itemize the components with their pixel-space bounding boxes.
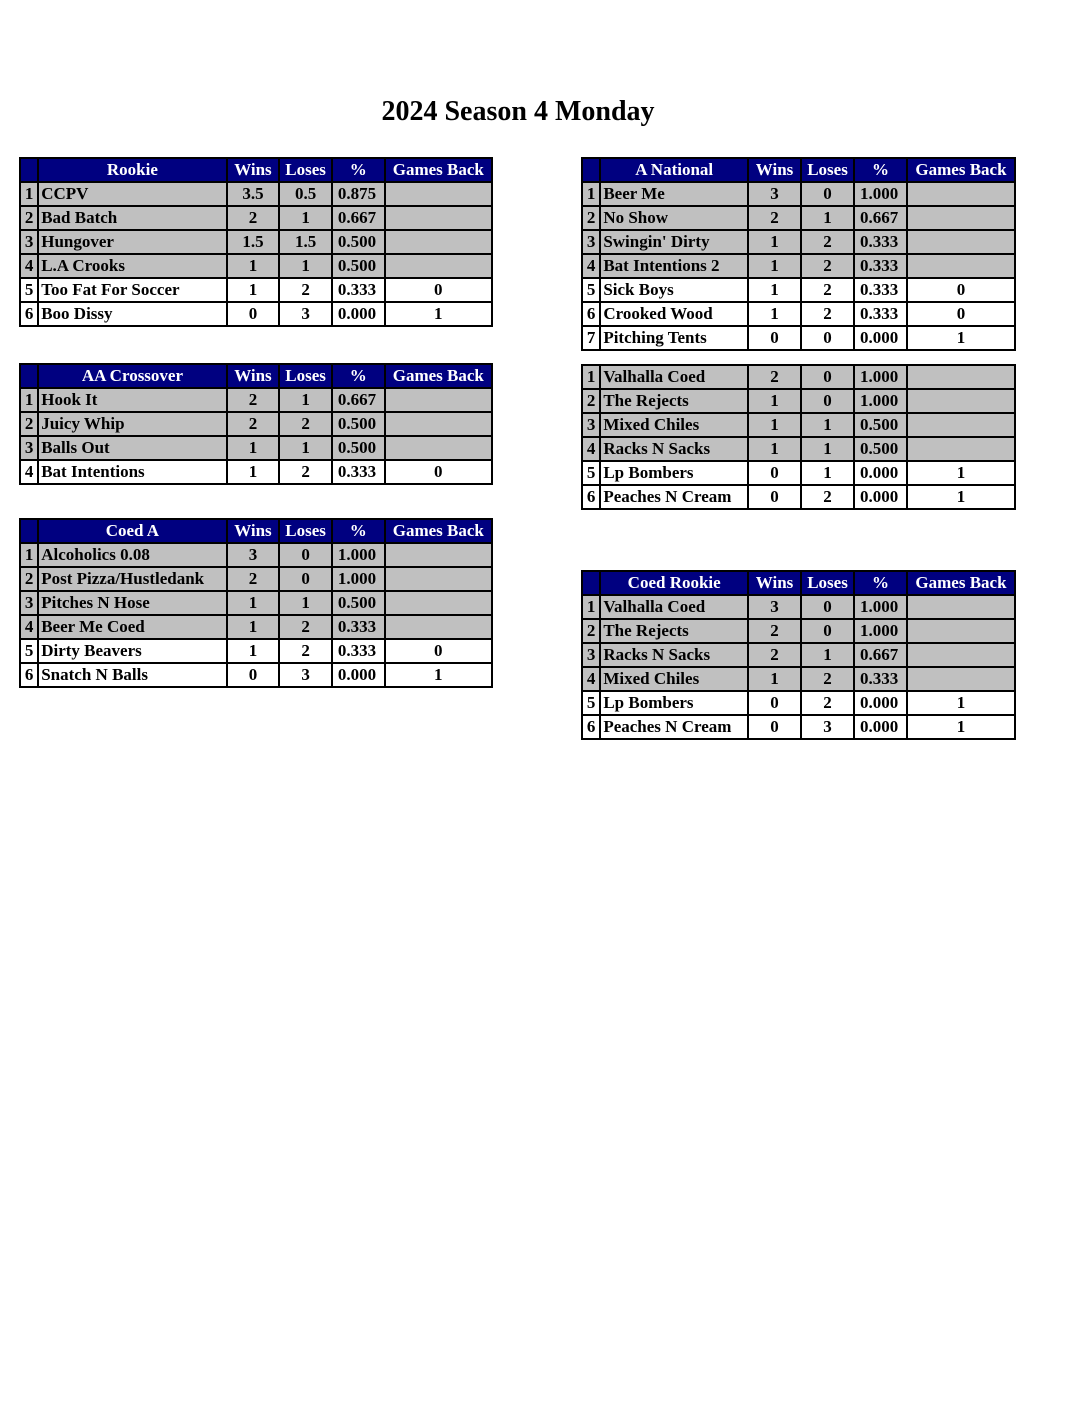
wins-cell: 2 [748, 619, 801, 643]
loses-cell: 2 [801, 667, 854, 691]
loses-cell: 0 [801, 365, 854, 389]
table-row [20, 567, 492, 591]
table-row [20, 591, 492, 615]
pct-cell: 1.000 [854, 365, 907, 389]
division-name: A National [600, 158, 748, 182]
games-back-cell: 0 [385, 639, 492, 663]
header-rank-cell [582, 158, 600, 182]
wins-cell: 2 [227, 388, 280, 412]
loses-cell: 0.5 [279, 182, 332, 206]
pct-header: % [854, 571, 907, 595]
division-name: Rookie [38, 158, 226, 182]
wins-cell: 1 [748, 230, 801, 254]
wins-cell: 2 [748, 365, 801, 389]
wins-cell: 1 [227, 615, 280, 639]
pct-cell: 0.500 [332, 254, 385, 278]
games-back-cell [385, 230, 492, 254]
rank-cell: 4 [582, 254, 600, 278]
games-back-cell [907, 619, 1015, 643]
pct-cell: 0.000 [854, 461, 907, 485]
pct-header: % [332, 364, 385, 388]
table-row [20, 436, 492, 460]
wins-cell: 0 [748, 715, 801, 739]
loses-cell: 3 [279, 663, 332, 687]
rank-cell: 6 [582, 302, 600, 326]
pct-cell: 0.500 [854, 413, 907, 437]
pct-cell: 0.000 [854, 715, 907, 739]
loses-cell: 1 [801, 413, 854, 437]
wins-cell: 1 [748, 389, 801, 413]
loses-cell: 2 [801, 302, 854, 326]
team-name-cell: Valhalla Coed [600, 595, 748, 619]
team-name-cell: Bat Intentions [38, 460, 226, 484]
table-row [582, 326, 1015, 350]
games-back-cell [907, 206, 1015, 230]
header-row [582, 571, 1015, 595]
loses-cell: 0 [279, 567, 332, 591]
loses-cell: 1 [279, 436, 332, 460]
team-name-cell: No Show [600, 206, 748, 230]
team-name-cell: Lp Bombers [600, 461, 748, 485]
wins-cell: 2 [227, 412, 280, 436]
coed-continuation-standings-table [581, 364, 1016, 510]
rank-cell: 1 [20, 388, 38, 412]
rank-cell: 4 [20, 460, 38, 484]
header-rank-cell [20, 158, 38, 182]
rookie-standings-table [19, 157, 493, 327]
games-back-cell [385, 615, 492, 639]
loses-cell: 2 [279, 639, 332, 663]
games-back-cell [385, 591, 492, 615]
wins-cell: 0 [748, 485, 801, 509]
pct-cell: 0.500 [332, 436, 385, 460]
pct-cell: 0.000 [854, 326, 907, 350]
pct-header: % [332, 158, 385, 182]
team-name-cell: Balls Out [38, 436, 226, 460]
table-row [20, 302, 492, 326]
table-row [582, 389, 1015, 413]
team-name-cell: Beer Me Coed [38, 615, 226, 639]
pct-header: % [854, 158, 907, 182]
games-back-cell: 1 [907, 326, 1015, 350]
team-name-cell: Crooked Wood [600, 302, 748, 326]
rank-cell: 3 [20, 436, 38, 460]
loses-cell: 0 [279, 543, 332, 567]
loses-cell: 1 [801, 643, 854, 667]
pct-cell: 0.875 [332, 182, 385, 206]
games-back-cell [385, 543, 492, 567]
wins-cell: 2 [748, 206, 801, 230]
pct-cell: 0.333 [854, 278, 907, 302]
rank-cell: 3 [20, 591, 38, 615]
rank-cell: 5 [582, 461, 600, 485]
rank-cell: 6 [582, 715, 600, 739]
rank-cell: 3 [582, 413, 600, 437]
games-back-cell [385, 412, 492, 436]
games-back-cell [385, 182, 492, 206]
wins-cell: 1 [748, 254, 801, 278]
team-name-cell: Dirty Beavers [38, 639, 226, 663]
games-back-cell [385, 254, 492, 278]
team-name-cell: Racks N Sacks [600, 437, 748, 461]
rank-cell: 4 [20, 615, 38, 639]
wins-cell: 0 [748, 691, 801, 715]
table-row [20, 254, 492, 278]
loses-cell: 2 [279, 615, 332, 639]
header-rank-cell [20, 364, 38, 388]
games-back-header: Games Back [385, 364, 492, 388]
loses-cell: 1 [279, 388, 332, 412]
wins-cell: 3 [748, 595, 801, 619]
table-row [582, 667, 1015, 691]
wins-cell: 1.5 [227, 230, 280, 254]
pct-cell: 0.500 [332, 230, 385, 254]
rank-cell: 1 [20, 182, 38, 206]
table-row [20, 206, 492, 230]
table-row [20, 412, 492, 436]
loses-header: Loses [279, 519, 332, 543]
table-row [20, 615, 492, 639]
loses-header: Loses [279, 158, 332, 182]
table-row [582, 254, 1015, 278]
pct-cell: 0.000 [854, 691, 907, 715]
team-name-cell: Peaches N Cream [600, 485, 748, 509]
rank-cell: 5 [20, 278, 38, 302]
loses-cell: 1 [801, 437, 854, 461]
games-back-cell [385, 567, 492, 591]
table-row [582, 437, 1015, 461]
rank-cell: 4 [582, 437, 600, 461]
games-back-cell [907, 437, 1015, 461]
rank-cell: 2 [20, 567, 38, 591]
wins-header: Wins [748, 571, 801, 595]
loses-cell: 2 [801, 691, 854, 715]
table-row [582, 619, 1015, 643]
loses-cell: 2 [801, 278, 854, 302]
team-name-cell: Peaches N Cream [600, 715, 748, 739]
pct-cell: 0.000 [854, 485, 907, 509]
team-name-cell: Hook It [38, 388, 226, 412]
pct-cell: 0.500 [854, 437, 907, 461]
team-name-cell: Bad Batch [38, 206, 226, 230]
games-back-cell: 0 [385, 460, 492, 484]
pct-cell: 0.333 [854, 302, 907, 326]
pct-cell: 1.000 [854, 182, 907, 206]
rank-cell: 5 [20, 639, 38, 663]
games-back-cell: 0 [385, 278, 492, 302]
wins-cell: 1 [227, 436, 280, 460]
games-back-cell [907, 667, 1015, 691]
table-row [20, 182, 492, 206]
pct-cell: 0.333 [332, 615, 385, 639]
loses-cell: 0 [801, 619, 854, 643]
team-name-cell: Beer Me [600, 182, 748, 206]
wins-cell: 0 [227, 302, 280, 326]
team-name-cell: Post Pizza/Hustledank [38, 567, 226, 591]
header-rank-cell [582, 571, 600, 595]
table-row [20, 388, 492, 412]
loses-cell: 0 [801, 389, 854, 413]
wins-cell: 1 [227, 639, 280, 663]
games-back-cell [907, 595, 1015, 619]
table-row [582, 643, 1015, 667]
team-name-cell: Swingin' Dirty [600, 230, 748, 254]
header-rank-cell [20, 519, 38, 543]
rank-cell: 1 [582, 595, 600, 619]
pct-cell: 0.333 [332, 639, 385, 663]
team-name-cell: Mixed Chiles [600, 413, 748, 437]
games-back-cell [907, 182, 1015, 206]
games-back-cell [907, 413, 1015, 437]
pct-cell: 0.333 [854, 667, 907, 691]
pct-cell: 1.000 [854, 619, 907, 643]
table-row [582, 230, 1015, 254]
pct-cell: 0.333 [854, 254, 907, 278]
loses-cell: 1.5 [279, 230, 332, 254]
rank-cell: 1 [582, 365, 600, 389]
team-name-cell: Sick Boys [600, 278, 748, 302]
loses-cell: 0 [801, 326, 854, 350]
wins-cell: 2 [227, 567, 280, 591]
pct-cell: 0.333 [332, 278, 385, 302]
team-name-cell: Too Fat For Soccer [38, 278, 226, 302]
rank-cell: 2 [582, 206, 600, 230]
table-row [20, 460, 492, 484]
team-name-cell: The Rejects [600, 389, 748, 413]
wins-cell: 1 [748, 302, 801, 326]
table-row [20, 639, 492, 663]
wins-cell: 0 [748, 461, 801, 485]
table-row [582, 413, 1015, 437]
loses-header: Loses [801, 158, 854, 182]
rank-cell: 6 [20, 302, 38, 326]
rank-cell: 3 [582, 643, 600, 667]
games-back-cell [907, 254, 1015, 278]
division-name: AA Crossover [38, 364, 226, 388]
team-name-cell: CCPV [38, 182, 226, 206]
pct-cell: 0.000 [332, 663, 385, 687]
wins-cell: 1 [227, 254, 280, 278]
wins-cell: 1 [227, 460, 280, 484]
header-row [20, 364, 492, 388]
games-back-header: Games Back [907, 158, 1015, 182]
a-national-standings-table [581, 157, 1016, 351]
pct-cell: 0.667 [332, 388, 385, 412]
rank-cell: 3 [582, 230, 600, 254]
division-name: Coed Rookie [600, 571, 748, 595]
games-back-header: Games Back [385, 519, 492, 543]
loses-header: Loses [801, 571, 854, 595]
wins-cell: 1 [748, 278, 801, 302]
pct-cell: 0.667 [854, 206, 907, 230]
loses-cell: 1 [801, 206, 854, 230]
rank-cell: 5 [582, 691, 600, 715]
loses-cell: 3 [279, 302, 332, 326]
games-back-cell [907, 365, 1015, 389]
loses-cell: 1 [279, 254, 332, 278]
team-name-cell: Juicy Whip [38, 412, 226, 436]
pct-cell: 1.000 [332, 567, 385, 591]
loses-cell: 1 [801, 461, 854, 485]
games-back-cell [907, 389, 1015, 413]
wins-header: Wins [227, 364, 280, 388]
table-row [20, 663, 492, 687]
pct-cell: 0.000 [332, 302, 385, 326]
team-name-cell: The Rejects [600, 619, 748, 643]
games-back-header: Games Back [907, 571, 1015, 595]
games-back-cell [385, 206, 492, 230]
table-row [582, 485, 1015, 509]
team-name-cell: Mixed Chiles [600, 667, 748, 691]
pct-cell: 1.000 [854, 595, 907, 619]
games-back-header: Games Back [385, 158, 492, 182]
loses-cell: 0 [801, 595, 854, 619]
team-name-cell: Bat Intentions 2 [600, 254, 748, 278]
wins-cell: 1 [227, 591, 280, 615]
loses-cell: 2 [279, 412, 332, 436]
loses-cell: 1 [279, 206, 332, 230]
games-back-cell: 0 [907, 278, 1015, 302]
team-name-cell: Racks N Sacks [600, 643, 748, 667]
rank-cell: 1 [20, 543, 38, 567]
header-row [20, 158, 492, 182]
table-row [582, 595, 1015, 619]
division-name: Coed A [38, 519, 226, 543]
games-back-cell: 1 [907, 691, 1015, 715]
loses-cell: 0 [801, 182, 854, 206]
wins-header: Wins [748, 158, 801, 182]
wins-cell: 1 [748, 437, 801, 461]
wins-cell: 1 [748, 413, 801, 437]
table-row [582, 302, 1015, 326]
games-back-cell: 1 [385, 302, 492, 326]
loses-cell: 2 [279, 460, 332, 484]
rank-cell: 6 [20, 663, 38, 687]
pct-cell: 1.000 [332, 543, 385, 567]
table-row [20, 278, 492, 302]
wins-cell: 3 [748, 182, 801, 206]
loses-cell: 2 [279, 278, 332, 302]
team-name-cell: Valhalla Coed [600, 365, 748, 389]
table-row [20, 230, 492, 254]
wins-header: Wins [227, 158, 280, 182]
table-row [582, 461, 1015, 485]
loses-cell: 2 [801, 254, 854, 278]
rank-cell: 7 [582, 326, 600, 350]
loses-cell: 2 [801, 230, 854, 254]
table-row [582, 691, 1015, 715]
wins-cell: 1 [227, 278, 280, 302]
table-row [582, 182, 1015, 206]
games-back-cell: 1 [907, 485, 1015, 509]
team-name-cell: Lp Bombers [600, 691, 748, 715]
team-name-cell: L.A Crooks [38, 254, 226, 278]
wins-cell: 0 [748, 326, 801, 350]
rank-cell: 4 [582, 667, 600, 691]
games-back-cell: 1 [385, 663, 492, 687]
rank-cell: 3 [20, 230, 38, 254]
rank-cell: 2 [582, 619, 600, 643]
wins-cell: 3 [227, 543, 280, 567]
loses-cell: 3 [801, 715, 854, 739]
pct-cell: 0.667 [854, 643, 907, 667]
loses-header: Loses [279, 364, 332, 388]
wins-cell: 0 [227, 663, 280, 687]
rank-cell: 2 [20, 412, 38, 436]
rank-cell: 2 [20, 206, 38, 230]
pct-cell: 0.333 [854, 230, 907, 254]
pct-cell: 0.667 [332, 206, 385, 230]
loses-cell: 1 [279, 591, 332, 615]
team-name-cell: Snatch N Balls [38, 663, 226, 687]
rank-cell: 6 [582, 485, 600, 509]
table-row [582, 206, 1015, 230]
rank-cell: 4 [20, 254, 38, 278]
wins-cell: 3.5 [227, 182, 280, 206]
page-title: 2024 Season 4 Monday [381, 96, 655, 127]
table-row [582, 365, 1015, 389]
games-back-cell [907, 643, 1015, 667]
pct-header: % [332, 519, 385, 543]
rank-cell: 5 [582, 278, 600, 302]
games-back-cell [907, 230, 1015, 254]
pct-cell: 0.333 [332, 460, 385, 484]
team-name-cell: Alcoholics 0.08 [38, 543, 226, 567]
header-row [582, 158, 1015, 182]
team-name-cell: Pitches N Hose [38, 591, 226, 615]
team-name-cell: Boo Dissy [38, 302, 226, 326]
games-back-cell [385, 436, 492, 460]
games-back-cell [385, 388, 492, 412]
loses-cell: 2 [801, 485, 854, 509]
header-row [20, 519, 492, 543]
wins-header: Wins [227, 519, 280, 543]
wins-cell: 2 [227, 206, 280, 230]
team-name-cell: Hungover [38, 230, 226, 254]
pct-cell: 0.500 [332, 412, 385, 436]
wins-cell: 2 [748, 643, 801, 667]
pct-cell: 1.000 [854, 389, 907, 413]
table-row [582, 278, 1015, 302]
team-name-cell: Pitching Tents [600, 326, 748, 350]
table-row [20, 543, 492, 567]
coed-rookie-standings-table [581, 570, 1016, 740]
rank-cell: 1 [582, 182, 600, 206]
rank-cell: 2 [582, 389, 600, 413]
aa-crossover-standings-table [19, 363, 493, 485]
games-back-cell: 1 [907, 461, 1015, 485]
wins-cell: 1 [748, 667, 801, 691]
pct-cell: 0.500 [332, 591, 385, 615]
table-row [582, 715, 1015, 739]
coed-a-standings-table [19, 518, 493, 688]
games-back-cell: 0 [907, 302, 1015, 326]
games-back-cell: 1 [907, 715, 1015, 739]
